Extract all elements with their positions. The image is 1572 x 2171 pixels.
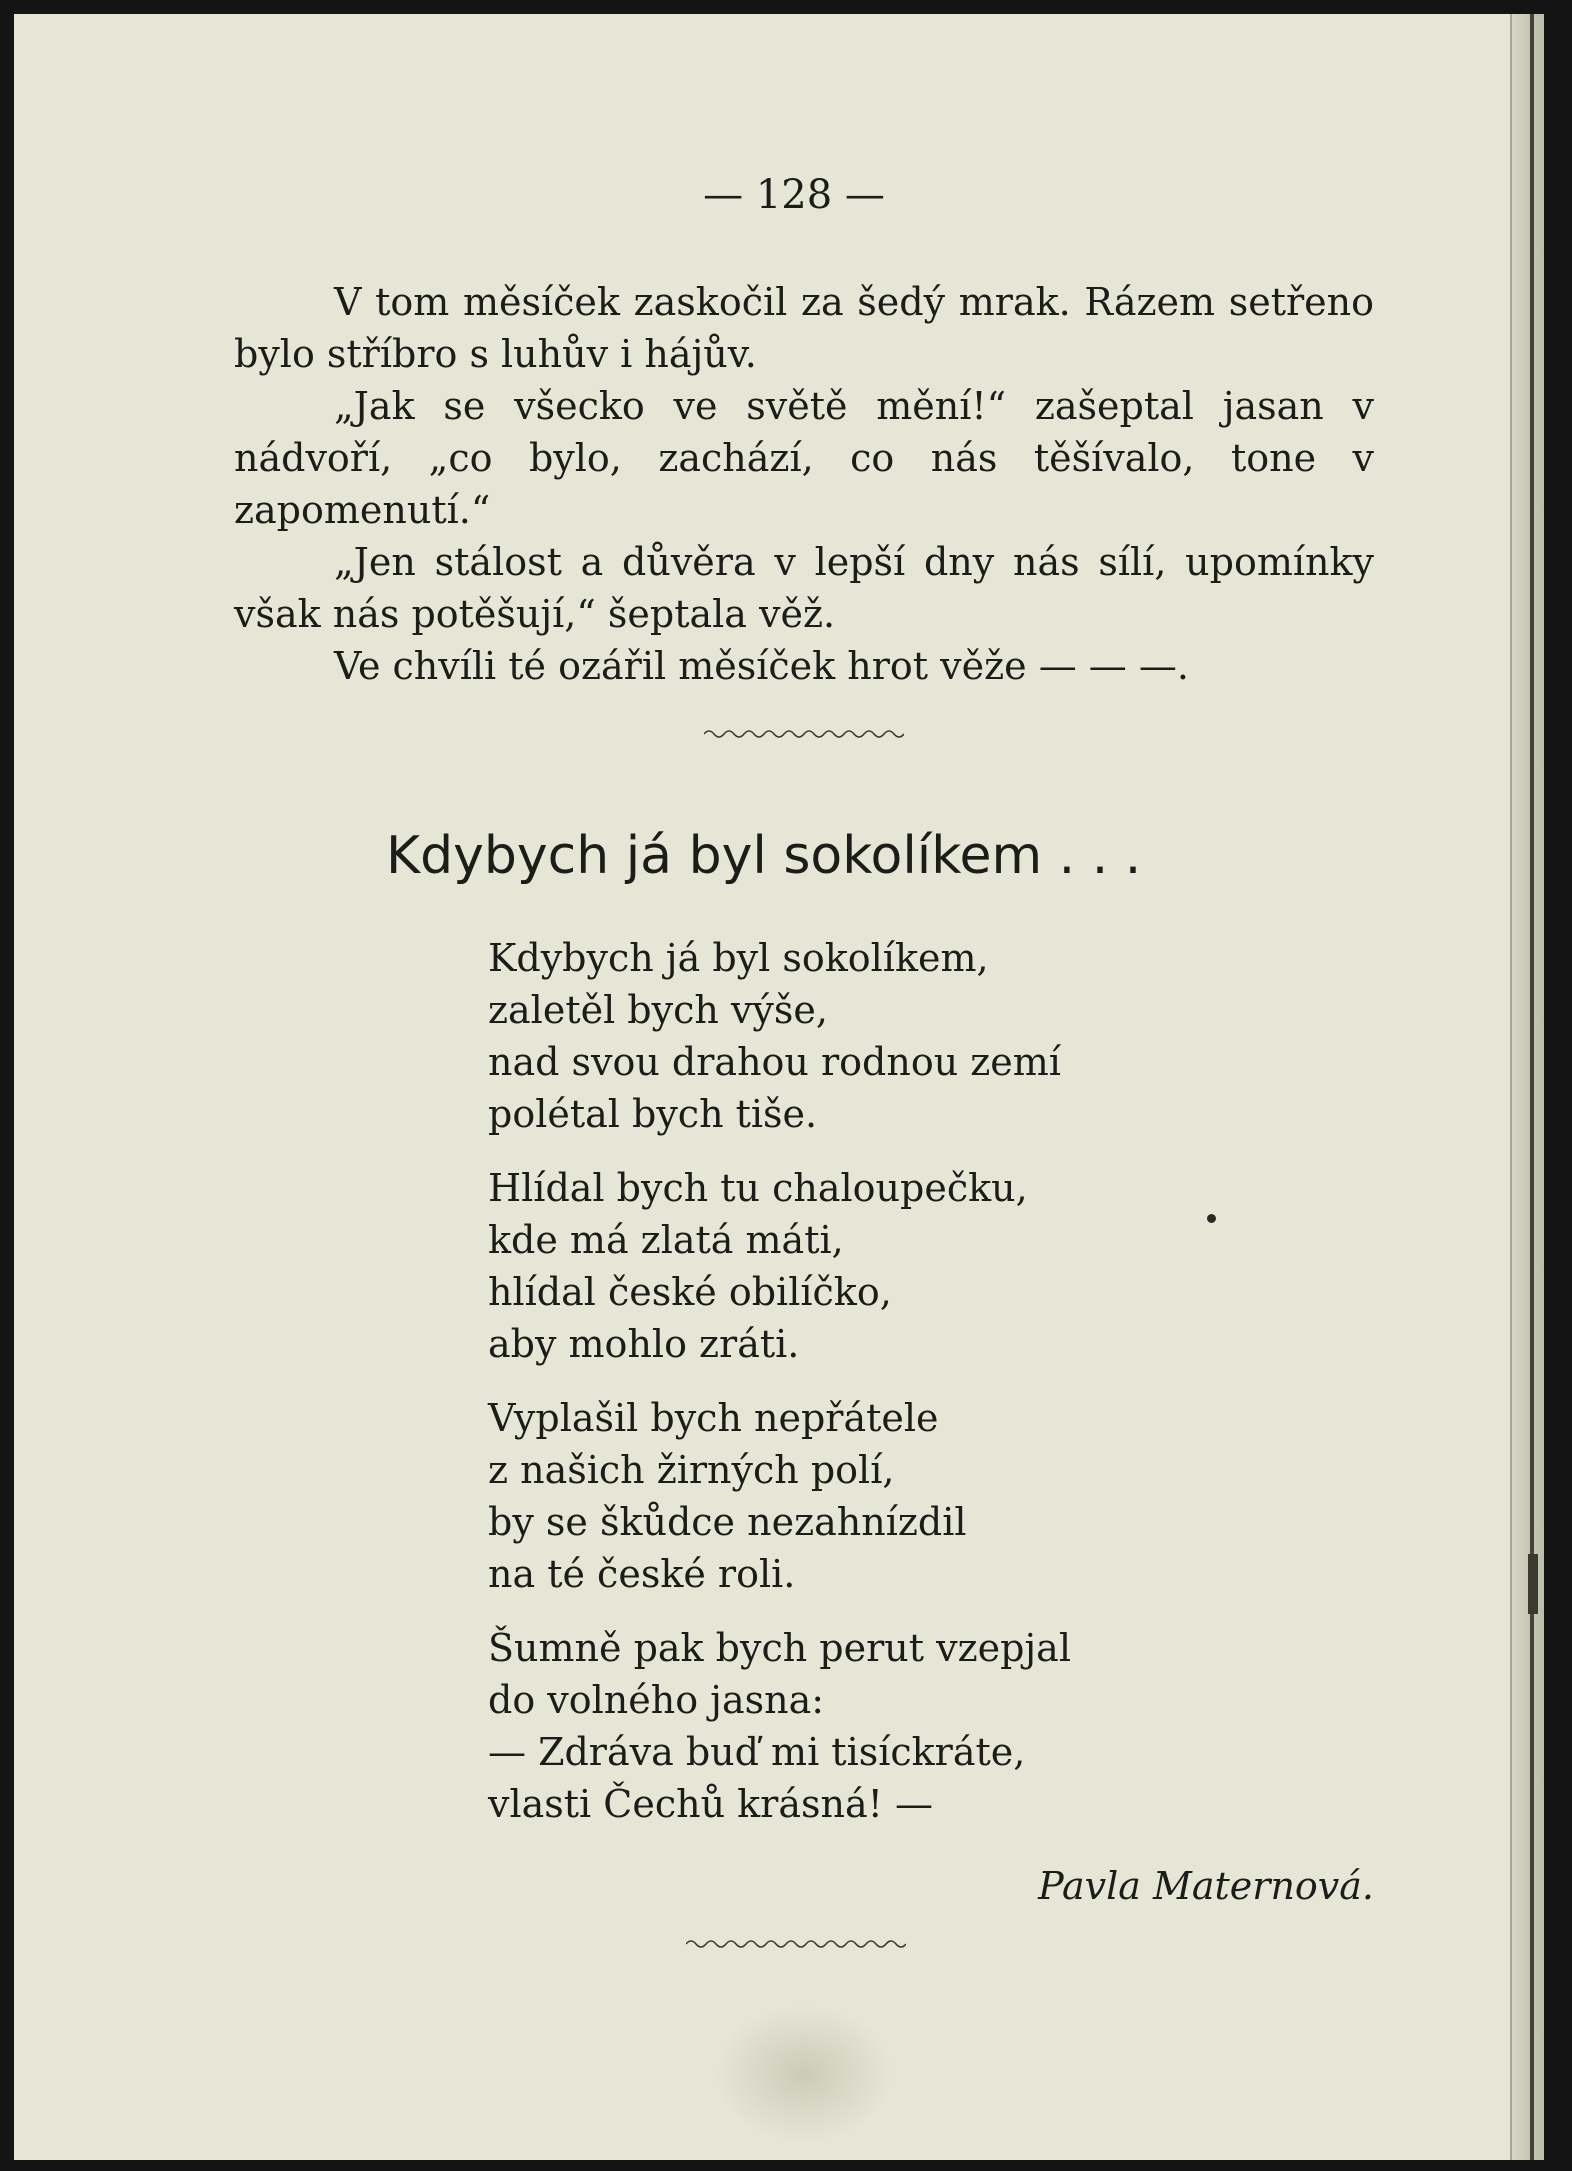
prose-section (234, 276, 1374, 692)
poem-title: Kdybych já byl sokolíkem . . . (386, 826, 1142, 886)
poem-body (488, 932, 1248, 1852)
poem-verse: Kdybych já byl sokolíkem, (488, 936, 989, 980)
poem-stanza (488, 1162, 1248, 1370)
poem-verse: vlasti Čechů krásná! — (488, 1782, 933, 1826)
poem-verse: hlídal české obilíčko, (488, 1270, 892, 1314)
ink-speck (1207, 1214, 1216, 1223)
poem-verse: aby mohlo zráti. (488, 1322, 800, 1366)
prose-paragraph: „Jak se všecko ve světě mění!“ zašeptal jasan v nádvoří, „co bylo, zachází, co nás těšívalo, tone v zapomenutí.“ (234, 384, 1374, 532)
poem-stanza (488, 1622, 1248, 1830)
book-page (14, 14, 1544, 2160)
poem-verse: polétal bych tiše. (488, 1092, 818, 1136)
wavy-end-ornament (686, 1936, 906, 1950)
poem-author: Pavla Maternová. (1038, 1864, 1374, 1908)
poem-verse: Hlídal bych tu chaloupečku, (488, 1166, 1028, 1210)
poem-verse: kde má zlatá máti, (488, 1218, 844, 1262)
poem-verse: by se škůdce nezahnízdil (488, 1500, 967, 1544)
book-spine (1510, 14, 1544, 2160)
poem-verse: zaletěl bych výše, (488, 988, 828, 1032)
prose-paragraph: „Jen stálost a důvěra v lepší dny nás sílí, upomínky však nás potěšují,“ šeptala věž. (234, 540, 1374, 636)
spine-edge-line (1530, 14, 1534, 2160)
poem-verse: Šumně pak bych perut vzepjal (488, 1626, 1071, 1670)
poem-verse: do volného jasna: (488, 1678, 825, 1722)
poem-verse: na té české roli. (488, 1552, 796, 1596)
wavy-divider-ornament (704, 726, 904, 740)
poem-verse: — Zdráva buď mi tisíckráte, (488, 1730, 1026, 1774)
poem-verse: Vyplašil bych nepřátele (488, 1396, 939, 1440)
paper-stain (714, 2004, 894, 2144)
poem-stanza (488, 1392, 1248, 1600)
poem-verse: z našich žirných polí, (488, 1448, 895, 1492)
spine-mark (1528, 1554, 1538, 1614)
page-number: — 128 — (703, 172, 885, 218)
prose-paragraph: V tom měsíček zaskočil za šedý mrak. Rázem setřeno bylo stříbro s luhův i hájův. (234, 280, 1374, 376)
poem-verse: nad svou drahou rodnou zemí (488, 1040, 1061, 1084)
prose-paragraph: Ve chvíli té ozářil měsíček hrot věže — — —. (334, 644, 1189, 688)
poem-stanza (488, 932, 1248, 1140)
